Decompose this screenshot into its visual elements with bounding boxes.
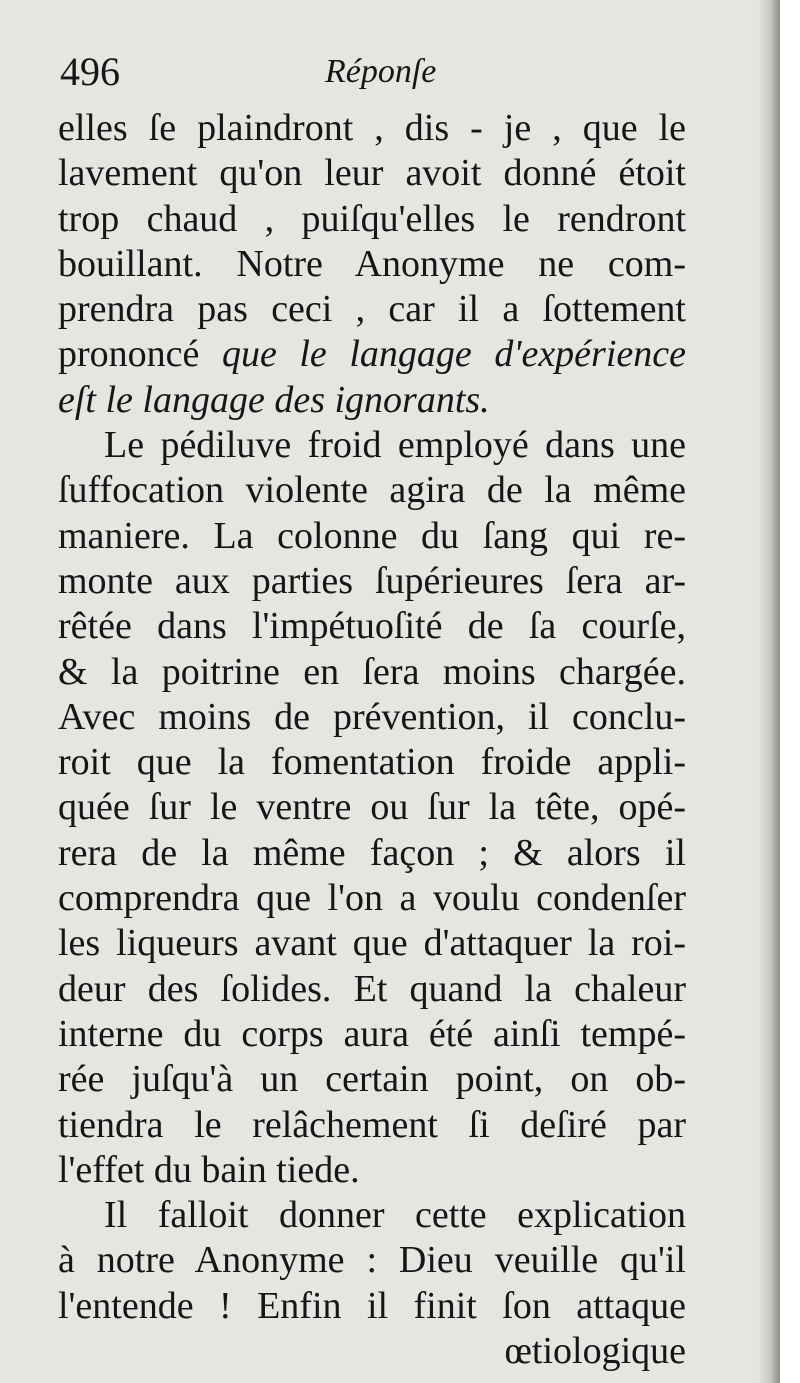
text-line: l'entende ! Enfin il finit ſon attaque — [58, 1284, 686, 1327]
paragraph-start-line: Il falloit donner cette explication — [104, 1194, 686, 1237]
italic-quote: que le langage d'expérience — [199, 333, 686, 376]
text-line: ſuffocation violente agira de la même — [58, 469, 686, 512]
text-line: lavement qu'on leur avoit donné étoit — [58, 152, 686, 195]
text-line: maniere. La colonne du ſang qui re- — [58, 514, 686, 557]
page-gutter-shadow — [758, 0, 780, 1383]
body-text — [58, 106, 686, 1374]
text-line: tiendra le relâchement ſi deſiré par — [58, 1103, 686, 1146]
text-line: interne du corps aura été ainſi tempé- — [58, 1012, 686, 1055]
text-line: Avec moins de prévention, il conclu- — [58, 695, 686, 738]
text-line: elles ſe plaindront , dis - je , que le — [58, 107, 686, 149]
text-line: rêtée dans l'impétuoſité de ſa courſe, — [58, 605, 686, 648]
text-line: eſt le langage des ignorants. — [58, 378, 490, 421]
text-line: rera de la même façon ; & alors il — [58, 831, 686, 874]
text-line: trop chaud , puiſqu'elles le rendront — [58, 197, 686, 240]
text-line: l'effet du bain tiede. — [58, 1148, 360, 1191]
text-line: roit que la fomentation froide appli- — [58, 741, 686, 784]
text-line: quée ſur le ventre ou ſur la tête, opé- — [58, 786, 686, 829]
running-head: Réponſe — [325, 53, 437, 90]
page-number: 496 — [60, 49, 120, 94]
text-line: les liqueurs avant que d'attaquer la roi- — [58, 922, 686, 965]
text-line: comprendra que l'on a voulu condenſer — [58, 877, 686, 920]
text-line: rée juſqu'à un certain point, on ob- — [58, 1058, 686, 1101]
text-line: bouillant. Notre Anonyme ne com- — [58, 242, 686, 285]
text-line: à notre Anonyme : Dieu veuille qu'il — [58, 1239, 686, 1282]
text-line: deur des ſolides. Et quand la chaleur — [58, 967, 686, 1010]
text-line: & la poitrine en ſera moins chargée. — [58, 650, 686, 693]
text-line: monte aux parties ſupérieures ſera ar- — [58, 559, 686, 602]
page-header — [60, 46, 680, 98]
paragraph-start-line: Le pédiluve froid employé dans une — [104, 424, 686, 467]
catchword: œtiologique — [504, 1330, 686, 1373]
text-line: prononcé que le langage d'expérience — [58, 333, 686, 376]
text-line: prendra pas ceci , car il a ſottement — [58, 288, 686, 331]
